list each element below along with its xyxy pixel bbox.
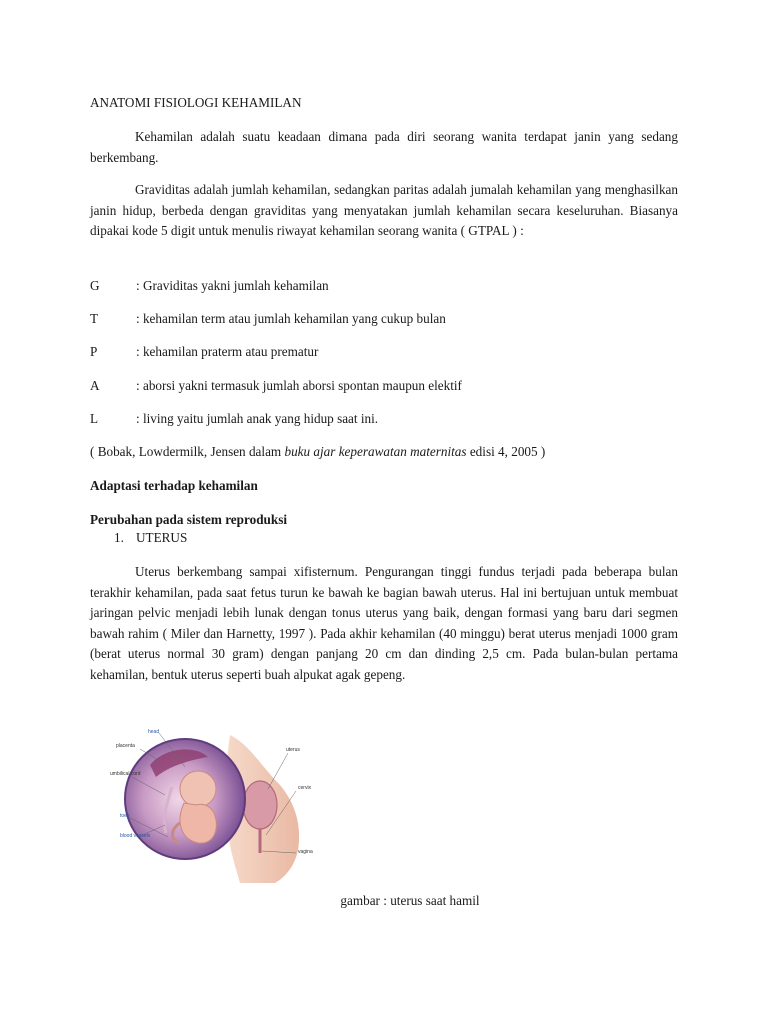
uterus-shape xyxy=(243,781,277,829)
reference-citation xyxy=(90,442,678,463)
definition-letter: T xyxy=(90,311,99,326)
fetus-head xyxy=(180,771,216,807)
label-uterus: uterus xyxy=(286,747,300,753)
label-cervix: cervix xyxy=(298,785,312,791)
definition-letter: A xyxy=(90,378,100,393)
definition-letter: P xyxy=(90,344,98,359)
reference-book-title: buku ajar keperawatan maternitas xyxy=(284,444,467,459)
label-toes: toes xyxy=(120,813,130,819)
label-vagina: vagina xyxy=(298,849,313,855)
heading-adaptasi: Adaptasi terhadap kehamilan xyxy=(90,478,258,493)
definition-text: : Graviditas yakni jumlah kehamilan xyxy=(136,278,329,293)
label-umbilical-cord: umbilical cord xyxy=(110,771,141,777)
label-blood-vessels: blood vessels xyxy=(120,833,151,839)
definition-letter: L xyxy=(90,411,99,426)
reference-before: ( Bobak, Lowdermilk, Jensen dalam xyxy=(90,444,285,459)
heading-perubahan: Perubahan pada sistem reproduksi xyxy=(90,512,288,527)
list-number: 1. xyxy=(114,530,124,545)
definition-text: : living yaitu jumlah anak yang hidup saat ini. xyxy=(136,411,379,426)
uterus-illustration xyxy=(110,725,330,883)
paragraph-uterus: Uterus berkembang sampai xifisternum. Pengurangan tinggi fundus terjadi pada beberapa bulan terakhir kehamilan, pada saat fetus turun ke bawah ke bagian bawah uterus. Hal ini bertujuan untuk membuat jaringan pelvic menjadi lebih lunak dengan tonus uterus yang baik, dengan formasi yang baru dari segmen bawah rahim ( Miler dan Harnetty, 1997 ). Pada akhir kehamilan (40 minggu) berat uterus menjadi 1000 gram (berat uterus normal 30 gram) dengan panjang 20 cm dan dinding 2,5 cm. Pada bulan-bulan pertama kehamilan, bentuk uterus seperti buah alpukat agak gepeng. xyxy=(90,564,678,682)
figure-caption: gambar : uterus saat hamil xyxy=(340,893,480,908)
paragraph-kehamilan: Kehamilan adalah suatu keadaan dimana pada diri seorang wanita terdapat janin yang sedang berkembang. xyxy=(90,129,678,165)
reference-after: edisi 4, 2005 ) xyxy=(466,444,546,459)
document-title: ANATOMI FISIOLOGI KEHAMILAN xyxy=(90,95,302,110)
definition-text: : kehamilan praterm atau prematur xyxy=(136,344,319,359)
definition-text: : kehamilan term atau jumlah kehamilan yang cukup bulan xyxy=(136,311,446,326)
label-head: head xyxy=(148,729,160,735)
paragraph-graviditas: Graviditas adalah jumlah kehamilan, sedangkan paritas adalah jumalah kehamilan yang menghasilkan janin hidup, berbeda dengan graviditas yang menyatakan jumlah kehamilan secara keseluruhan. Biasanya dipakai kode 5 digit untuk menulis riwayat kehamilan seorang wanita ( GTPAL ) : xyxy=(90,182,678,238)
definition-text: : aborsi yakni termasuk jumlah aborsi spontan maupun elektif xyxy=(136,378,462,393)
list-label: UTERUS xyxy=(136,530,188,545)
label-placenta: placenta xyxy=(116,743,135,749)
definition-letter: G xyxy=(90,278,100,293)
